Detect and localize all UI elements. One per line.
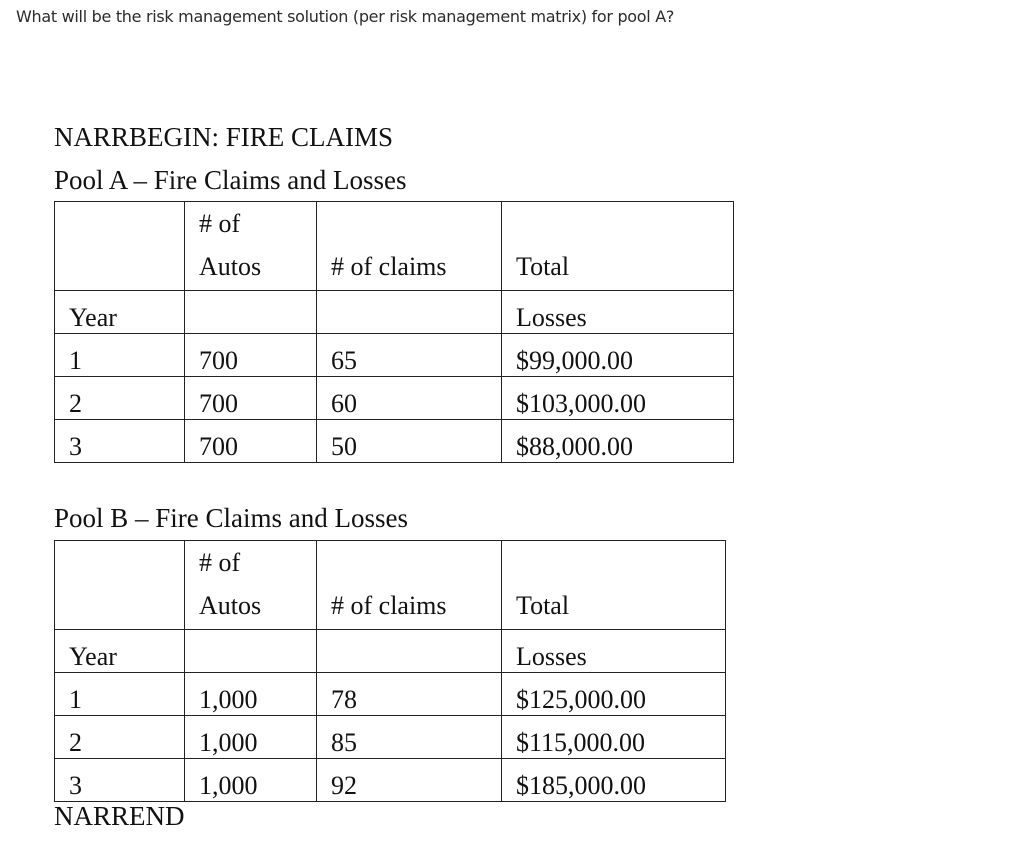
header-blank-cell: [55, 541, 185, 630]
pool-b-title: Pool B – Fire Claims and Losses: [54, 503, 409, 533]
table-row: [55, 420, 734, 463]
header-autos-line2: Autos: [199, 591, 262, 620]
header-year: Year: [55, 630, 185, 673]
table-row: [55, 377, 734, 420]
cell-year: 3: [55, 420, 185, 463]
cell-claims: 60: [317, 377, 502, 420]
pool-a-title: Pool A – Fire Claims and Losses: [54, 165, 407, 195]
subheader-blank-cell: [185, 630, 317, 673]
cell-losses: $88,000.00: [502, 420, 734, 463]
header-total-label: Total: [516, 252, 570, 281]
header-claims-label: # of claims: [331, 252, 447, 281]
cell-year: 3: [55, 759, 185, 802]
table-subheader-row: [55, 291, 734, 334]
table-header-row: [55, 202, 734, 291]
cell-losses: $185,000.00: [502, 759, 726, 802]
cell-year: 2: [55, 377, 185, 420]
table-row: [55, 334, 734, 377]
table-row: [55, 673, 726, 716]
header-total: [502, 202, 734, 291]
cell-autos: 700: [185, 420, 317, 463]
header-claims-label: # of claims: [331, 591, 447, 620]
pool-b-table: [54, 540, 726, 802]
header-losses: Losses: [502, 291, 734, 334]
cell-claims: 50: [317, 420, 502, 463]
subheader-blank-cell: [317, 291, 502, 334]
cell-autos: 1,000: [185, 716, 317, 759]
table-header-row: [55, 541, 726, 630]
header-total-label: Total: [516, 591, 570, 620]
cell-losses: $115,000.00: [502, 716, 726, 759]
header-total: [502, 541, 726, 630]
pool-a-table: [54, 201, 734, 463]
cell-autos: 1,000: [185, 759, 317, 802]
header-losses: Losses: [502, 630, 726, 673]
header-autos-line1: # of: [199, 548, 241, 577]
narr-begin-heading: NARRBEGIN: FIRE CLAIMS: [54, 122, 394, 152]
table-row: [55, 759, 726, 802]
header-claims: [317, 202, 502, 291]
cell-claims: 85: [317, 716, 502, 759]
cell-year: 2: [55, 716, 185, 759]
header-blank-cell: [55, 202, 185, 291]
narr-end-label: NARREND: [54, 801, 185, 831]
header-autos: [185, 202, 317, 291]
header-autos-line2: Autos: [199, 252, 262, 281]
header-claims: [317, 541, 502, 630]
question-text: What will be the risk management solution (per risk management matrix) for pool A?: [16, 7, 675, 26]
table-row: [55, 716, 726, 759]
cell-losses: $125,000.00: [502, 673, 726, 716]
subheader-blank-cell: [317, 630, 502, 673]
cell-claims: 65: [317, 334, 502, 377]
cell-claims: 92: [317, 759, 502, 802]
cell-autos: 700: [185, 334, 317, 377]
subheader-blank-cell: [185, 291, 317, 334]
cell-autos: 1,000: [185, 673, 317, 716]
header-year: Year: [55, 291, 185, 334]
cell-losses: $99,000.00: [502, 334, 734, 377]
cell-losses: $103,000.00: [502, 377, 734, 420]
cell-claims: 78: [317, 673, 502, 716]
table-subheader-row: [55, 630, 726, 673]
header-autos: [185, 541, 317, 630]
cell-year: 1: [55, 334, 185, 377]
cell-autos: 700: [185, 377, 317, 420]
cell-year: 1: [55, 673, 185, 716]
header-autos-line1: # of: [199, 209, 241, 238]
